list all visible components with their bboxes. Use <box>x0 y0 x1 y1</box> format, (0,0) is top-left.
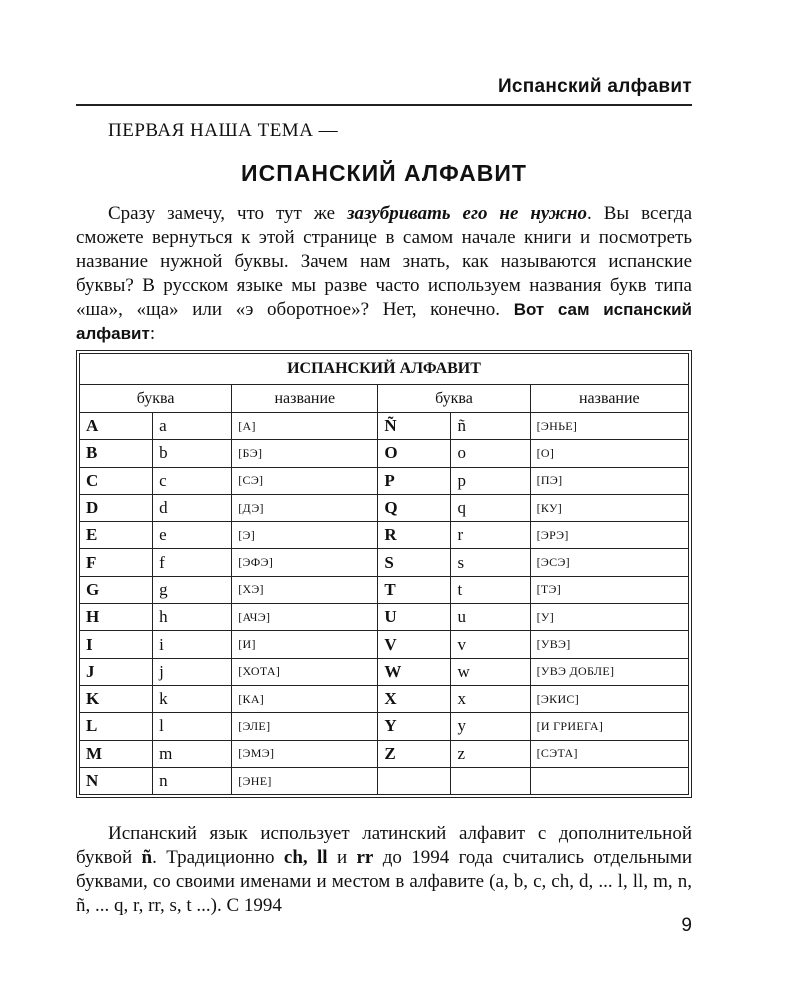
intro-text-3: : <box>149 323 156 344</box>
closing-bold-1: ñ <box>141 847 153 868</box>
header-letter-2: буква <box>378 385 530 413</box>
table-row <box>80 413 689 440</box>
letter-name <box>530 767 688 794</box>
letter-upper: Y <box>378 713 451 740</box>
letter-name: [ДЭ] <box>232 494 378 521</box>
letter-upper: L <box>80 713 153 740</box>
intro-emphasis: зазубривать его не нужно <box>347 203 588 224</box>
page-number: 9 <box>681 915 692 936</box>
letter-name: [СЭ] <box>232 467 378 494</box>
letter-upper: D <box>80 494 153 521</box>
letter-name: [ЭКИС] <box>530 685 688 712</box>
letter-upper: T <box>378 576 451 603</box>
letter-name: [ПЭ] <box>530 467 688 494</box>
letter-upper: Ñ <box>378 413 451 440</box>
letter-upper: O <box>378 440 451 467</box>
table-caption: ИСПАНСКИЙ АЛФАВИТ <box>80 354 689 385</box>
letter-upper: V <box>378 631 451 658</box>
table-row <box>80 576 689 603</box>
letter-upper: J <box>80 658 153 685</box>
intro-paragraph <box>76 202 692 346</box>
letter-name: [ЭЛЕ] <box>232 713 378 740</box>
letter-upper: F <box>80 549 153 576</box>
table-row <box>80 549 689 576</box>
letter-lower: n <box>153 767 232 794</box>
letter-lower: q <box>451 494 530 521</box>
letter-upper <box>378 767 451 794</box>
letter-lower: w <box>451 658 530 685</box>
letter-name: [ЭМЭ] <box>232 740 378 767</box>
letter-name: [ЭФЭ] <box>232 549 378 576</box>
table-row <box>80 658 689 685</box>
table-row <box>80 440 689 467</box>
letter-upper: A <box>80 413 153 440</box>
letter-upper: E <box>80 522 153 549</box>
chapter-title: ИСПАНСКИЙ АЛФАВИТ <box>241 160 527 186</box>
letter-lower: a <box>153 413 232 440</box>
letter-upper: N <box>80 767 153 794</box>
letter-lower: x <box>451 685 530 712</box>
alphabet-table-body <box>80 413 689 795</box>
letter-name: [КА] <box>232 685 378 712</box>
letter-name: [У] <box>530 604 688 631</box>
header-name-2: название <box>530 385 688 413</box>
closing-bold-2: ch, ll <box>283 847 328 868</box>
letter-upper: B <box>80 440 153 467</box>
letter-name: [ЭРЭ] <box>530 522 688 549</box>
letter-upper: K <box>80 685 153 712</box>
letter-lower: l <box>153 713 232 740</box>
header-rule <box>76 104 692 106</box>
letter-lower: d <box>153 494 232 521</box>
letter-name: [УВЭ] <box>530 631 688 658</box>
letter-name: [О] <box>530 440 688 467</box>
letter-name: [ХОТА] <box>232 658 378 685</box>
table-row <box>80 522 689 549</box>
closing-text-3: и <box>327 847 357 868</box>
letter-upper: Z <box>378 740 451 767</box>
intro-bold: Вот сам испанский алфавит <box>76 300 692 343</box>
letter-lower: z <box>451 740 530 767</box>
table-row <box>80 604 689 631</box>
letter-lower: j <box>153 658 232 685</box>
letter-lower: g <box>153 576 232 603</box>
lead-line: ПЕРВАЯ НАША ТЕМА — <box>108 120 339 141</box>
letter-upper: U <box>378 604 451 631</box>
letter-name: [И ГРИЕГА] <box>530 713 688 740</box>
letter-lower: c <box>153 467 232 494</box>
header-name-1: название <box>232 385 378 413</box>
table-row <box>80 631 689 658</box>
letter-name: [ЭСЭ] <box>530 549 688 576</box>
closing-text-4: до 1994 года считались отдельными буквами, со своими именами и местом в алфавите (a, b, c, ch, d, ... l, ll, m, n, ñ, ... q, r, rr, s, t ...). С 1994 <box>76 847 693 916</box>
letter-upper: H <box>80 604 153 631</box>
letter-upper: Q <box>378 494 451 521</box>
letter-upper: X <box>378 685 451 712</box>
letter-lower: s <box>451 549 530 576</box>
running-head: Испанский алфавит <box>497 76 692 97</box>
letter-name: [ТЭ] <box>530 576 688 603</box>
letter-lower: o <box>451 440 530 467</box>
letter-name: [БЭ] <box>232 440 378 467</box>
letter-upper: S <box>378 549 451 576</box>
letter-upper: R <box>378 522 451 549</box>
letter-lower: ñ <box>451 413 530 440</box>
table-row <box>80 494 689 521</box>
intro-text-2: . Вы всегда сможете вернуться к этой странице в самом начале книги и посмотреть название нужной буквы. Зачем нам знать, как называются испанские буквы? В русском языке мы разве часто используем названия букв типа «ша», «ща» или «э оборотное»? Нет, конечно. <box>76 203 693 320</box>
letter-name: [КУ] <box>530 494 688 521</box>
letter-lower: f <box>153 549 232 576</box>
letter-name: [Э] <box>232 522 378 549</box>
letter-lower: p <box>451 467 530 494</box>
letter-name: [А] <box>232 413 378 440</box>
letter-lower: u <box>451 604 530 631</box>
table-row <box>80 713 689 740</box>
letter-name: [ЭНЕ] <box>232 767 378 794</box>
intro-text-1: Сразу замечу, что тут же <box>108 203 348 224</box>
letter-upper: I <box>80 631 153 658</box>
letter-name: [И] <box>232 631 378 658</box>
letter-name: [УВЭ ДОБЛЕ] <box>530 658 688 685</box>
letter-name: [АЧЭ] <box>232 604 378 631</box>
letter-lower: r <box>451 522 530 549</box>
table-row <box>80 767 689 794</box>
table-row <box>80 740 689 767</box>
letter-name: [ХЭ] <box>232 576 378 603</box>
closing-bold-3: rr <box>356 847 374 868</box>
alphabet-table <box>79 353 689 795</box>
closing-text-2: . Традиционно <box>152 847 284 868</box>
letter-name: [ЭНЬЕ] <box>530 413 688 440</box>
letter-lower: t <box>451 576 530 603</box>
letter-lower: i <box>153 631 232 658</box>
letter-name: [СЭТА] <box>530 740 688 767</box>
letter-upper: C <box>80 467 153 494</box>
letter-upper: M <box>80 740 153 767</box>
letter-lower: h <box>153 604 232 631</box>
header-letter-1: буква <box>80 385 232 413</box>
alphabet-table-frame <box>76 350 692 798</box>
closing-text-1: Испанский язык использует латинский алфавит с дополнительной буквой <box>76 823 692 868</box>
letter-lower: v <box>451 631 530 658</box>
letter-lower: y <box>451 713 530 740</box>
letter-lower: e <box>153 522 232 549</box>
letter-lower: k <box>153 685 232 712</box>
letter-upper: G <box>80 576 153 603</box>
table-row <box>80 685 689 712</box>
letter-lower <box>451 767 530 794</box>
table-row <box>80 467 689 494</box>
letter-upper: P <box>378 467 451 494</box>
letter-upper: W <box>378 658 451 685</box>
closing-paragraph <box>76 822 692 918</box>
letter-lower: b <box>153 440 232 467</box>
letter-lower: m <box>153 740 232 767</box>
